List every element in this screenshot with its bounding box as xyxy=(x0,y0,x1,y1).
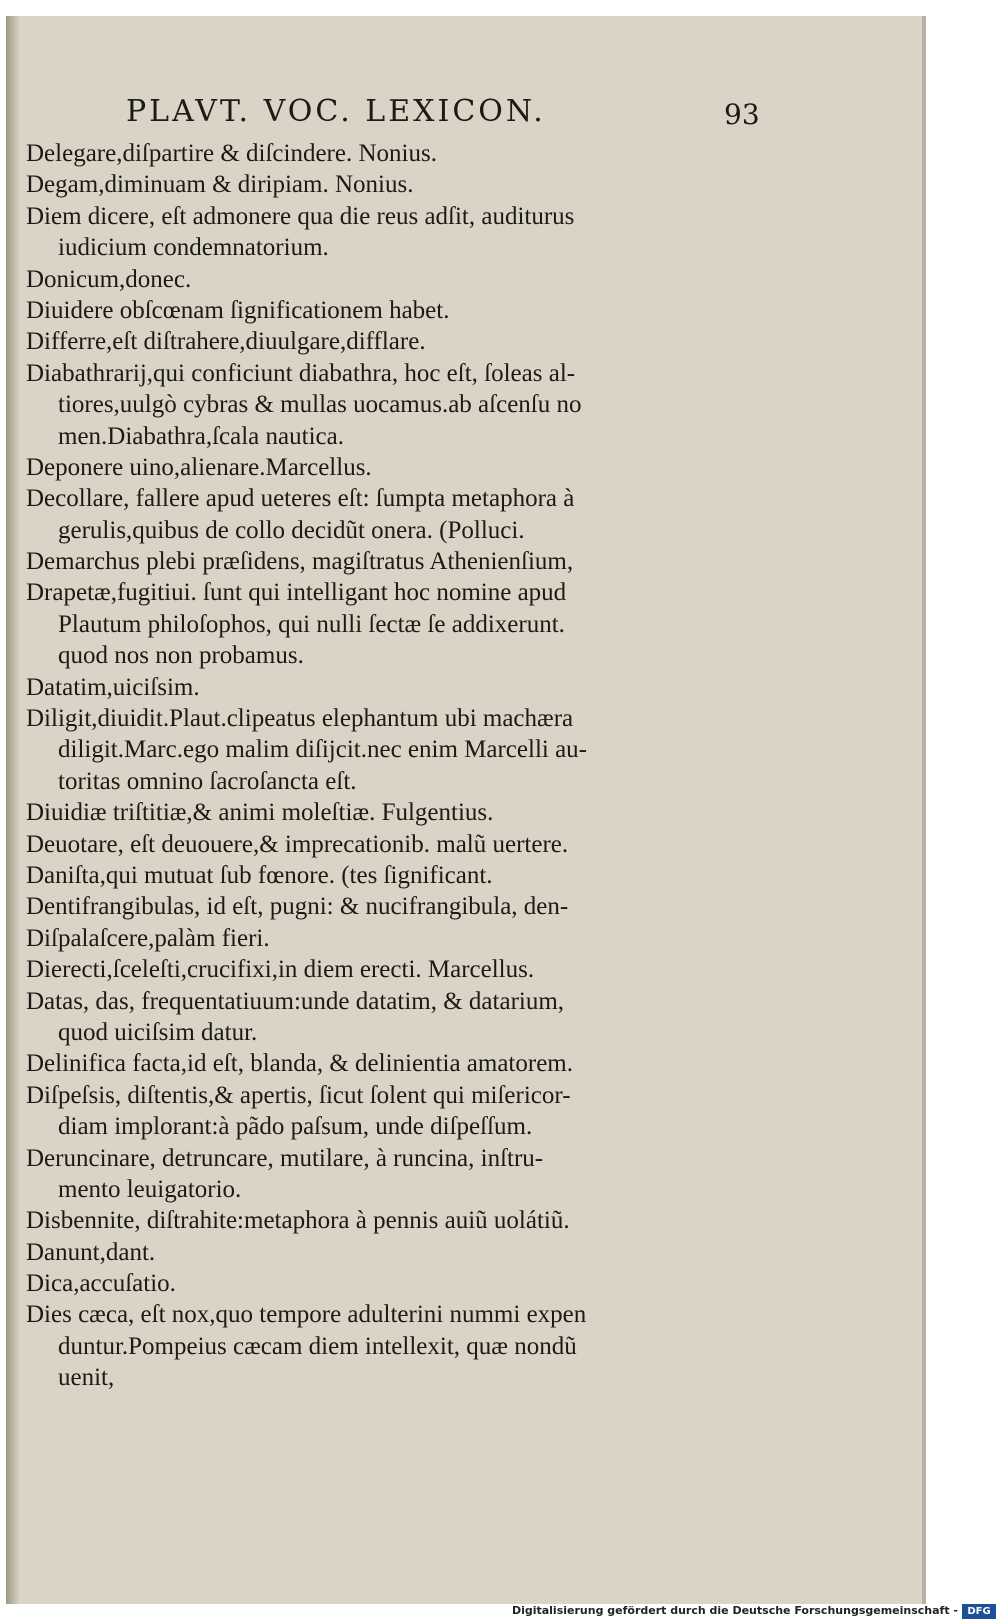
entry-continuation-line: gerulis,quibus de collo decidũt onera. (Polluci. xyxy=(58,516,525,544)
entry-line: Datas, das, frequentatiuum:unde datatim, & datarium, xyxy=(26,987,565,1015)
entry-line: Deponere uino,alienare.Marcellus. xyxy=(26,453,372,481)
lexicon-entries xyxy=(26,138,746,1394)
entry-continuation-line: diligit.Marc.ego malim diſijcit.nec enim Marcelli au- xyxy=(58,736,588,764)
entry-line: Demarchus plebi præſidens, magiſtratus Athenienſium, xyxy=(26,548,574,576)
entry-line: Diſpalaſcere,palàm fieri. xyxy=(26,924,270,952)
entry-continuation-line: quod nos non probamus. xyxy=(58,642,304,670)
page-number: 93 xyxy=(724,98,760,131)
entry-line: Diuidiæ triſtitiæ,& animi moleſtiæ. Fulgentius. xyxy=(26,799,494,827)
entry-continuation-line: Plautum philoſophos, qui nulli ſectæ ſe addixerunt. xyxy=(58,610,565,638)
entry-continuation-line: quod uiciſsim datur. xyxy=(58,1018,258,1046)
entry-line: Dies cæca, eſt nox,quo tempore adulterini nummi expen xyxy=(26,1301,587,1329)
entry-line: Dica,accuſatio. xyxy=(26,1270,176,1298)
entry-continuation-line: tiores,uulgò cybras & mullas uocamus.ab aſcenſu no xyxy=(58,391,582,419)
entry-continuation-line: toritas omnino ſacroſancta eſt. xyxy=(58,767,357,795)
entry-line: Donicum,donec. xyxy=(26,265,192,293)
entry-continuation-line: uenit, xyxy=(58,1364,115,1392)
entry-continuation-line: mento leuigatorio. xyxy=(58,1175,242,1203)
entry-line: Deuotare, eſt deuouere,& imprecationib. malũ uertere. xyxy=(26,830,569,858)
entry-line: Diſpeſsis, diſtentis,& apertis, ſicut ſolent qui miſericor- xyxy=(26,1081,571,1109)
dfg-logo-icon: DFG xyxy=(962,1604,996,1619)
entry-line: Danunt,dant. xyxy=(26,1238,156,1266)
entry-line: Decollare, fallere apud ueteres eſt: ſumpta metaphora à xyxy=(26,485,575,513)
entry-continuation-line: men.Diabathra,ſcala nautica. xyxy=(58,422,344,450)
entry-continuation-line: iudicium condemnatorium. xyxy=(58,234,329,262)
entry-line: Datatim,uiciſsim. xyxy=(26,673,200,701)
digitization-credit: Digitalisierung gefördert durch die Deutsche Forschungsgemeinschaft - xyxy=(511,1604,958,1617)
entry-line: Diabathrarij,qui conficiunt diabathra, hoc eſt, ſoleas al- xyxy=(26,359,576,387)
entry-line: Diuidere obſcœnam ſignificationem habet. xyxy=(26,296,450,324)
entry-line: Delinifica facta,id eſt, blanda, & delinientia amatorem. xyxy=(26,1050,573,1078)
entry-line: Dierecti,ſceleſti,crucifixi,in diem erecti. Marcellus. xyxy=(26,956,535,984)
entry-line: Differre,eſt diſtrahere,diuulgare,difflare. xyxy=(26,328,426,356)
entry-continuation-line: duntur.Pompeius cæcam diem intellexit, quæ nondũ xyxy=(58,1332,577,1360)
entry-line: Disbennite, diſtrahite:metaphora à pennis auiũ uolátiũ. xyxy=(26,1207,570,1235)
book-page xyxy=(6,16,926,1604)
entry-continuation-line: diam implorant:à pãdo paſsum, unde diſpeſſum. xyxy=(58,1113,533,1141)
entry-line: Diligit,diuidit.Plaut.clipeatus elephantum ubi machæra xyxy=(26,705,574,733)
entry-line: Delegare,diſpartire & diſcindere. Nonius. xyxy=(26,140,437,167)
page-gutter-edge xyxy=(6,16,20,1604)
entry-line: Daniſta,qui mutuat ſub fœnore. (tes ſignificant. xyxy=(26,861,493,889)
entry-line: Drapetæ,fugitiui. ſunt qui intelligant hoc nomine apud xyxy=(26,579,567,607)
entry-line: Deruncinare, detruncare, mutilare, à runcina, inſtru- xyxy=(26,1144,544,1172)
running-head: PLAVT. VOC. LEXICON. xyxy=(126,94,546,129)
entry-line: Diem dicere, eſt admonere qua die reus adſit, auditurus xyxy=(26,202,575,230)
entry-line: Dentifrangibulas, id eſt, pugni: & nucifrangibula, den- xyxy=(26,893,569,921)
entry-line: Degam,diminuam & diripiam. Nonius. xyxy=(26,171,414,199)
